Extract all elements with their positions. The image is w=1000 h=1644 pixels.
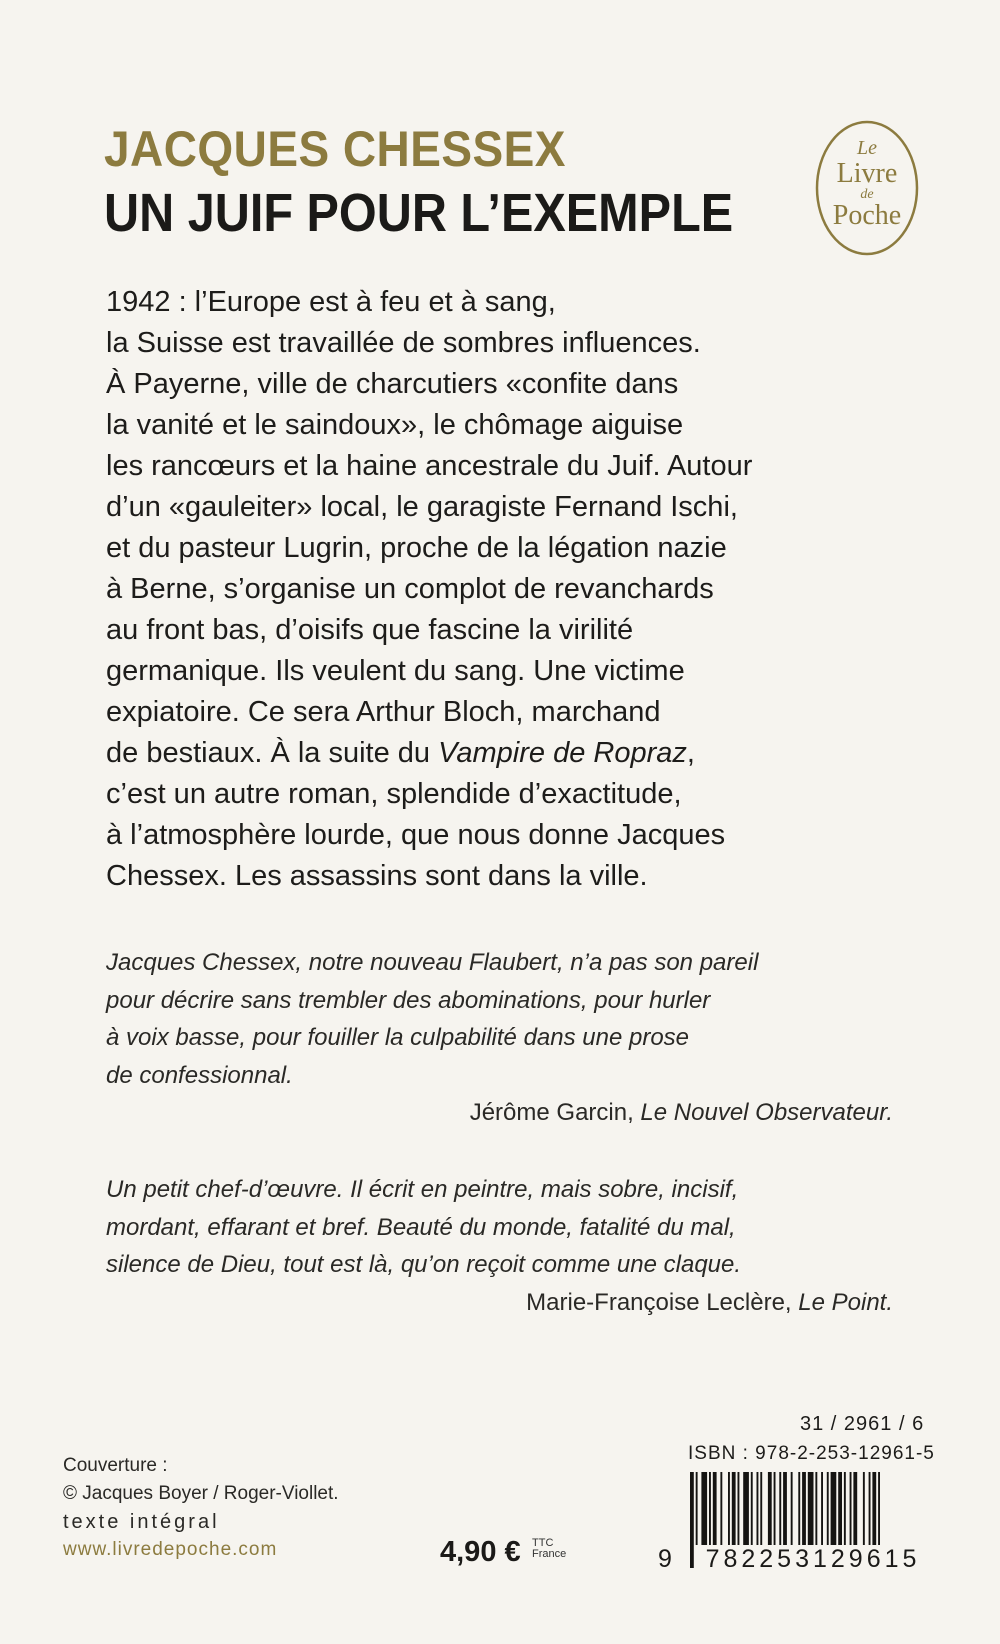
referenced-book-title: Vampire de Ropraz (438, 737, 687, 769)
synopsis-text: , (686, 737, 695, 769)
price-note-ttc: TTC (532, 1537, 554, 1549)
synopsis-line: les rancœurs et la haine ancestrale du Juif. Autour (106, 450, 753, 482)
synopsis-line: la vanité et le saindoux», le chômage aiguise (106, 409, 684, 441)
barcode-bar (743, 1472, 749, 1550)
quote-line: Jacques Chessex, notre nouveau Flaubert, n’a pas son pareil (106, 949, 759, 976)
barcode-bar (768, 1472, 772, 1550)
synopsis-line-with-title (106, 733, 966, 774)
barcode-bar (815, 1472, 817, 1550)
quote-line: de confessionnal. (106, 1061, 293, 1089)
synopsis-line: la Suisse est travaillée de sombres influences. (106, 327, 701, 359)
author-name: JACQUES CHESSEX (104, 121, 566, 177)
logo-poche: Poche (832, 200, 902, 231)
quote-attribution (106, 1094, 966, 1132)
synopsis-line: d’un «gauleiter» local, le garagiste Fernand Ischi, (106, 491, 738, 523)
logo-de: de (860, 187, 874, 202)
barcode-first-digit: 9 (658, 1545, 672, 1573)
review-quote-2 (106, 1171, 966, 1321)
barcode-bar (751, 1472, 753, 1550)
quote-author: Jérôme Garcin, (469, 1099, 641, 1126)
barcode-bar (863, 1472, 865, 1550)
barcode-bar (690, 1472, 694, 1568)
barcode-digits: 782253129615 (695, 1545, 931, 1574)
barcode-bar (844, 1472, 846, 1550)
price-note (532, 1538, 566, 1560)
barcode-bar (720, 1472, 722, 1550)
book-title: UN JUIF POUR L’EXEMPLE (104, 183, 734, 243)
quote-attribution (106, 1284, 966, 1322)
synopsis-line: germanique. Ils veulent du sang. Une victime (106, 655, 685, 687)
synopsis-line: et du pasteur Lugrin, proche de la légation nazie (106, 532, 727, 564)
price: 4,90 € (440, 1536, 521, 1568)
logo-livre: Livre (836, 158, 898, 189)
barcode-bar (709, 1472, 711, 1550)
integral-text-label: texte intégral (63, 1511, 220, 1533)
barcode-bar (808, 1472, 814, 1550)
barcode-bar (701, 1472, 707, 1550)
quote-source: Le Nouvel Observateur. (640, 1099, 893, 1126)
barcode-bar (738, 1472, 740, 1550)
quote-line: pour décrire sans trembler des abominations, pour hurler (106, 986, 711, 1014)
barcode-bar (838, 1472, 842, 1550)
synopsis-line: expiatoire. Ce sera Arthur Bloch, marchand (106, 696, 661, 728)
barcode-bar (850, 1472, 852, 1550)
quote-line: Un petit chef-d’œuvre. Il écrit en peintre, mais sobre, incisif, (106, 1176, 739, 1203)
synopsis-line: c’est un autre roman, splendide d’exactitude, (106, 778, 682, 810)
cover-label: Couverture : (63, 1455, 168, 1476)
synopsis-line: Chessex. Les assassins sont dans la ville. (106, 860, 648, 892)
isbn: ISBN : 978-2-253-12961-5 (688, 1443, 935, 1464)
barcode-bar (853, 1472, 857, 1550)
barcode-bar (869, 1472, 871, 1550)
synopsis-line: À Payerne, ville de charcutiers «confite dans (106, 368, 679, 400)
barcode-bar (831, 1472, 837, 1550)
synopsis-line: au front bas, d’oisifs que fascine la virilité (106, 614, 634, 646)
barcode-bar (728, 1472, 730, 1550)
reference-number: 31 / 2961 / 6 (800, 1413, 925, 1435)
quote-line: silence de Dieu, tout est là, qu’on reçoit comme une claque. (106, 1251, 742, 1278)
quote-line: à voix basse, pour fouiller la culpabilité dans une prose (106, 1024, 690, 1051)
barcode-bar (757, 1472, 759, 1550)
quote-author: Marie-Françoise Leclère, (526, 1288, 799, 1316)
credits (63, 1452, 339, 1564)
barcode-bar (827, 1472, 829, 1550)
barcode-bar (779, 1472, 781, 1550)
barcode-bar (802, 1472, 806, 1550)
logo-le: Le (857, 137, 877, 159)
barcode-bar (760, 1472, 762, 1550)
barcode-bar (732, 1472, 736, 1550)
publisher-logo (812, 118, 922, 258)
barcode-bar (774, 1472, 776, 1550)
synopsis-line: à Berne, s’organise un complot de revanchards (106, 573, 714, 605)
barcode-bar (821, 1472, 823, 1550)
barcode-bar (791, 1472, 793, 1550)
synopsis-text: de bestiaux. À la suite du (106, 737, 439, 769)
cover-credit: © Jacques Boyer / Roger-Viollet. (63, 1483, 339, 1504)
barcode-bar (798, 1472, 800, 1550)
price-note-country: France (532, 1548, 567, 1560)
quote-source: Le Point. (798, 1288, 893, 1316)
synopsis-line: à l’atmosphère lourde, que nous donne Jacques (106, 819, 726, 851)
review-quote-1 (106, 944, 966, 1132)
synopsis (106, 282, 966, 897)
synopsis-line: 1942 : l’Europe est à feu et à sang, (106, 286, 556, 318)
quote-line: mordant, effarant et bref. Beauté du monde, fatalité du mal, (106, 1213, 736, 1241)
barcode-bar (713, 1472, 717, 1550)
website-link[interactable]: www.livredepoche.com (63, 1539, 278, 1560)
